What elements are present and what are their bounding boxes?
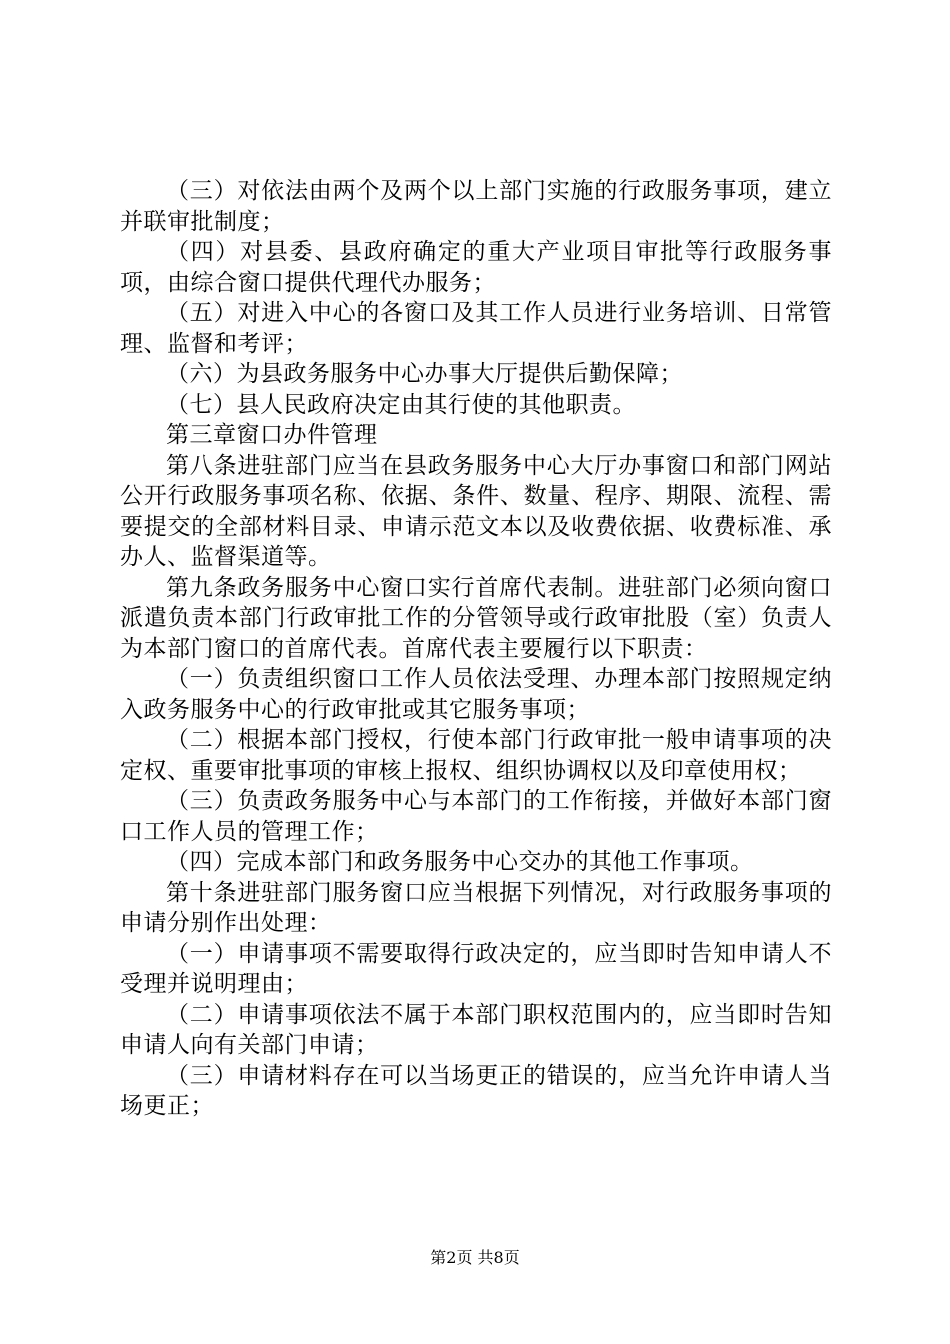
article-9-item-4: （四）完成本部门和政务服务中心交办的其他工作事项。 (166, 849, 754, 875)
article-10-item-2: （二）申请事项依法不属于本部门职权范围内的，应当即时告知申请人向有关部门申请； (120, 1001, 832, 1058)
document-body (120, 176, 832, 1122)
paragraph-5: （七）县人民政府决定由其行使的其他职责。 (166, 391, 636, 418)
paragraph-4: （六）为县政务服务中心办事大厅提供后勤保障； (166, 361, 683, 387)
article-8: 第八条进驻部门应当在县政务服务中心大厅办事窗口和部门网站公开行政服务事项名称、依据、条件、数量、程序、期限、流程、需要提交的全部材料目录、申请示范文本以及收费依据、收费标准、承办人、监督渠道等。 (120, 452, 832, 570)
article-10-item-1: （一）申请事项不需要取得行政决定的，应当即时告知申请人不受理并说明理由； (120, 940, 832, 997)
paragraph-1: （三）对依法由两个及两个以上部门实施的行政服务事项，建立并联审批制度； (120, 178, 832, 235)
article-9-item-2: （二）根据本部门授权，行使本部门行政审批一般申请事项的决定权、重要审批事项的审核上报权、组织协调权以及印章使用权； (120, 727, 832, 784)
page-number-footer: 第2页 共8页 (430, 1248, 520, 1267)
article-9: 第九条政务服务中心窗口实行首席代表制。进驻部门必须向窗口派遣负责本部门行政审批工作的分管领导或行政审批股（室）负责人为本部门窗口的首席代表。首席代表主要履行以下职责： (120, 574, 832, 662)
article-9-item-1: （一）负责组织窗口工作人员依法受理、办理本部门按照规定纳入政务服务中心的行政审批或其它服务事项； (120, 666, 832, 723)
article-10: 第十条进驻部门服务窗口应当根据下列情况，对行政服务事项的申请分别作出处理： (120, 879, 832, 936)
paragraph-2: （四）对县委、县政府确定的重大产业项目审批等行政服务事项，由综合窗口提供代理代办服务； (120, 239, 832, 296)
article-10-item-3: （三）申请材料存在可以当场更正的错误的，应当允许申请人当场更正； (120, 1062, 832, 1119)
chapter-heading: 第三章窗口办件管理 (166, 422, 378, 448)
paragraph-3: （五）对进入中心的各窗口及其工作人员进行业务培训、日常管理、监督和考评； (120, 300, 832, 357)
article-9-item-3: （三）负责政务服务中心与本部门的工作衔接，并做好本部门窗口工作人员的管理工作； (120, 788, 832, 845)
